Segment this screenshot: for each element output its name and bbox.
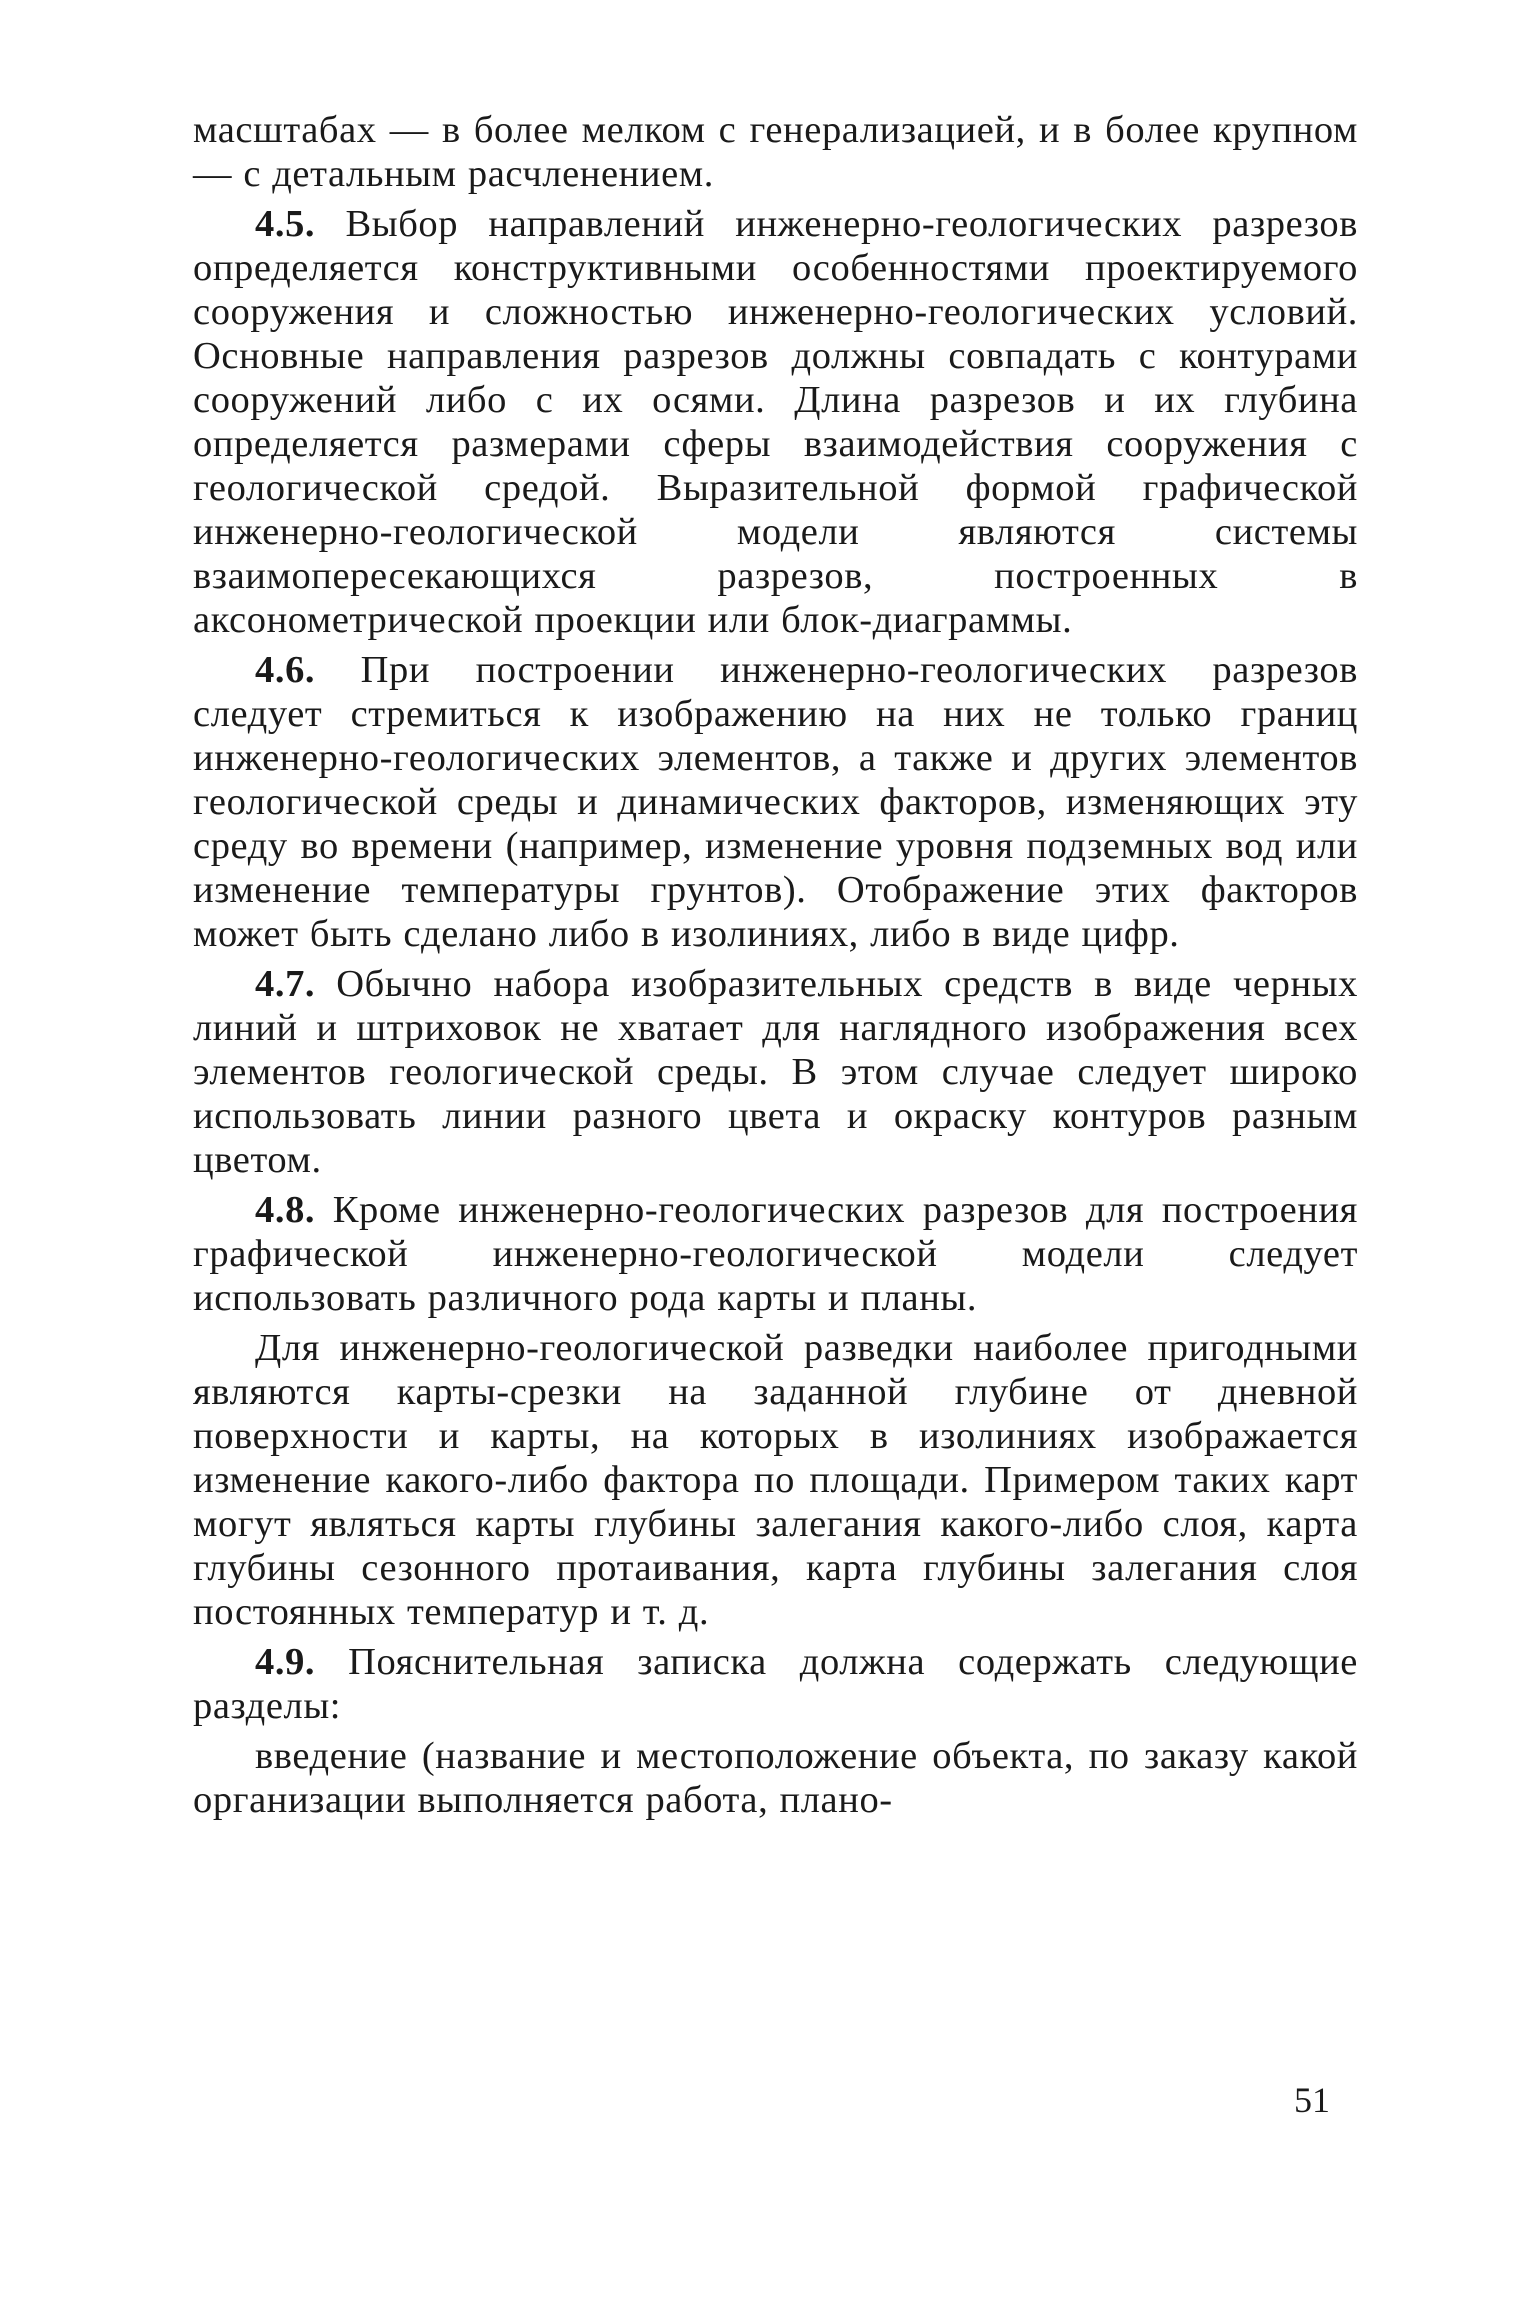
- paragraph-text: Выбор направлений инженерно-геологических разрезов определяется конструктивными особенностями проектируемого сооружения и сложностью инженерно-геологических условий. Основные направления разрезов должны совпадать с контурами сооружений либо с их осями. Длина разрезов и их глубина определяется размерами сферы взаимодействия сооружения с геологической средой. Выразительной формой графической инженерно-геологической модели являются системы взаимопересекающихся разрезов, построенных в аксонометрической проекции или блок-диаграммы.: [193, 203, 1358, 641]
- section-number: 4.6.: [255, 649, 316, 691]
- section-number: 4.5.: [255, 203, 316, 245]
- paragraph-maps: [193, 1326, 1358, 1634]
- paragraph-introduction: [193, 1734, 1358, 1822]
- paragraph-4-6: [193, 648, 1358, 956]
- paragraph-text: введение (название и местоположение объекта, по заказу какой организации выполняется работа, плано-: [193, 1735, 1358, 1821]
- paragraph-text: Для инженерно-геологической разведки наиболее пригодными являются карты-срезки на заданной глубине от дневной поверхности и карты, на которых в изолиниях изображается изменение какого-либо фактора по площади. Примером таких карт могут являться карты глубины залегания какого-либо слоя, карта глубины сезонного протаивания, карта глубины залегания слоя постоянных температур и т. д.: [193, 1327, 1358, 1633]
- paragraph-text: масштабах — в более мелком с генерализацией, и в более крупном — с детальным расчленением.: [193, 109, 1358, 195]
- paragraph-text: Пояснительная записка должна содержать следующие разделы:: [193, 1641, 1358, 1727]
- section-number: 4.8.: [255, 1189, 316, 1231]
- paragraph-text: Кроме инженерно-геологических разрезов для построения графической инженерно-геологической модели следует использовать различного рода карты и планы.: [193, 1189, 1358, 1319]
- paragraph-4-5: [193, 202, 1358, 642]
- paragraph-4-8: [193, 1188, 1358, 1320]
- paragraph-text: Обычно набора изобразительных средств в виде черных линий и штриховок не хватает для наглядного изображения всех элементов геологической среды. В этом случае следует широко использовать линии разного цвета и окраску контуров разным цветом.: [193, 963, 1358, 1181]
- page-number: 51: [1294, 2080, 1330, 2120]
- section-number: 4.9.: [255, 1641, 316, 1683]
- paragraph-text: При построении инженерно-геологических разрезов следует стремиться к изображению на них не только границ инженерно-геологических элементов, а также и других элементов геологической среды и динамических факторов, изменяющих эту среду во времени (например, изменение уровня подземных вод или изменение температуры грунтов). Отображение этих факторов может быть сделано либо в изолиниях, либо в виде цифр.: [193, 649, 1358, 955]
- paragraph-continuation: [193, 108, 1358, 196]
- paragraph-4-7: [193, 962, 1358, 1182]
- section-number: 4.7.: [255, 963, 316, 1005]
- page-body: [193, 108, 1358, 1828]
- paragraph-4-9: [193, 1640, 1358, 1728]
